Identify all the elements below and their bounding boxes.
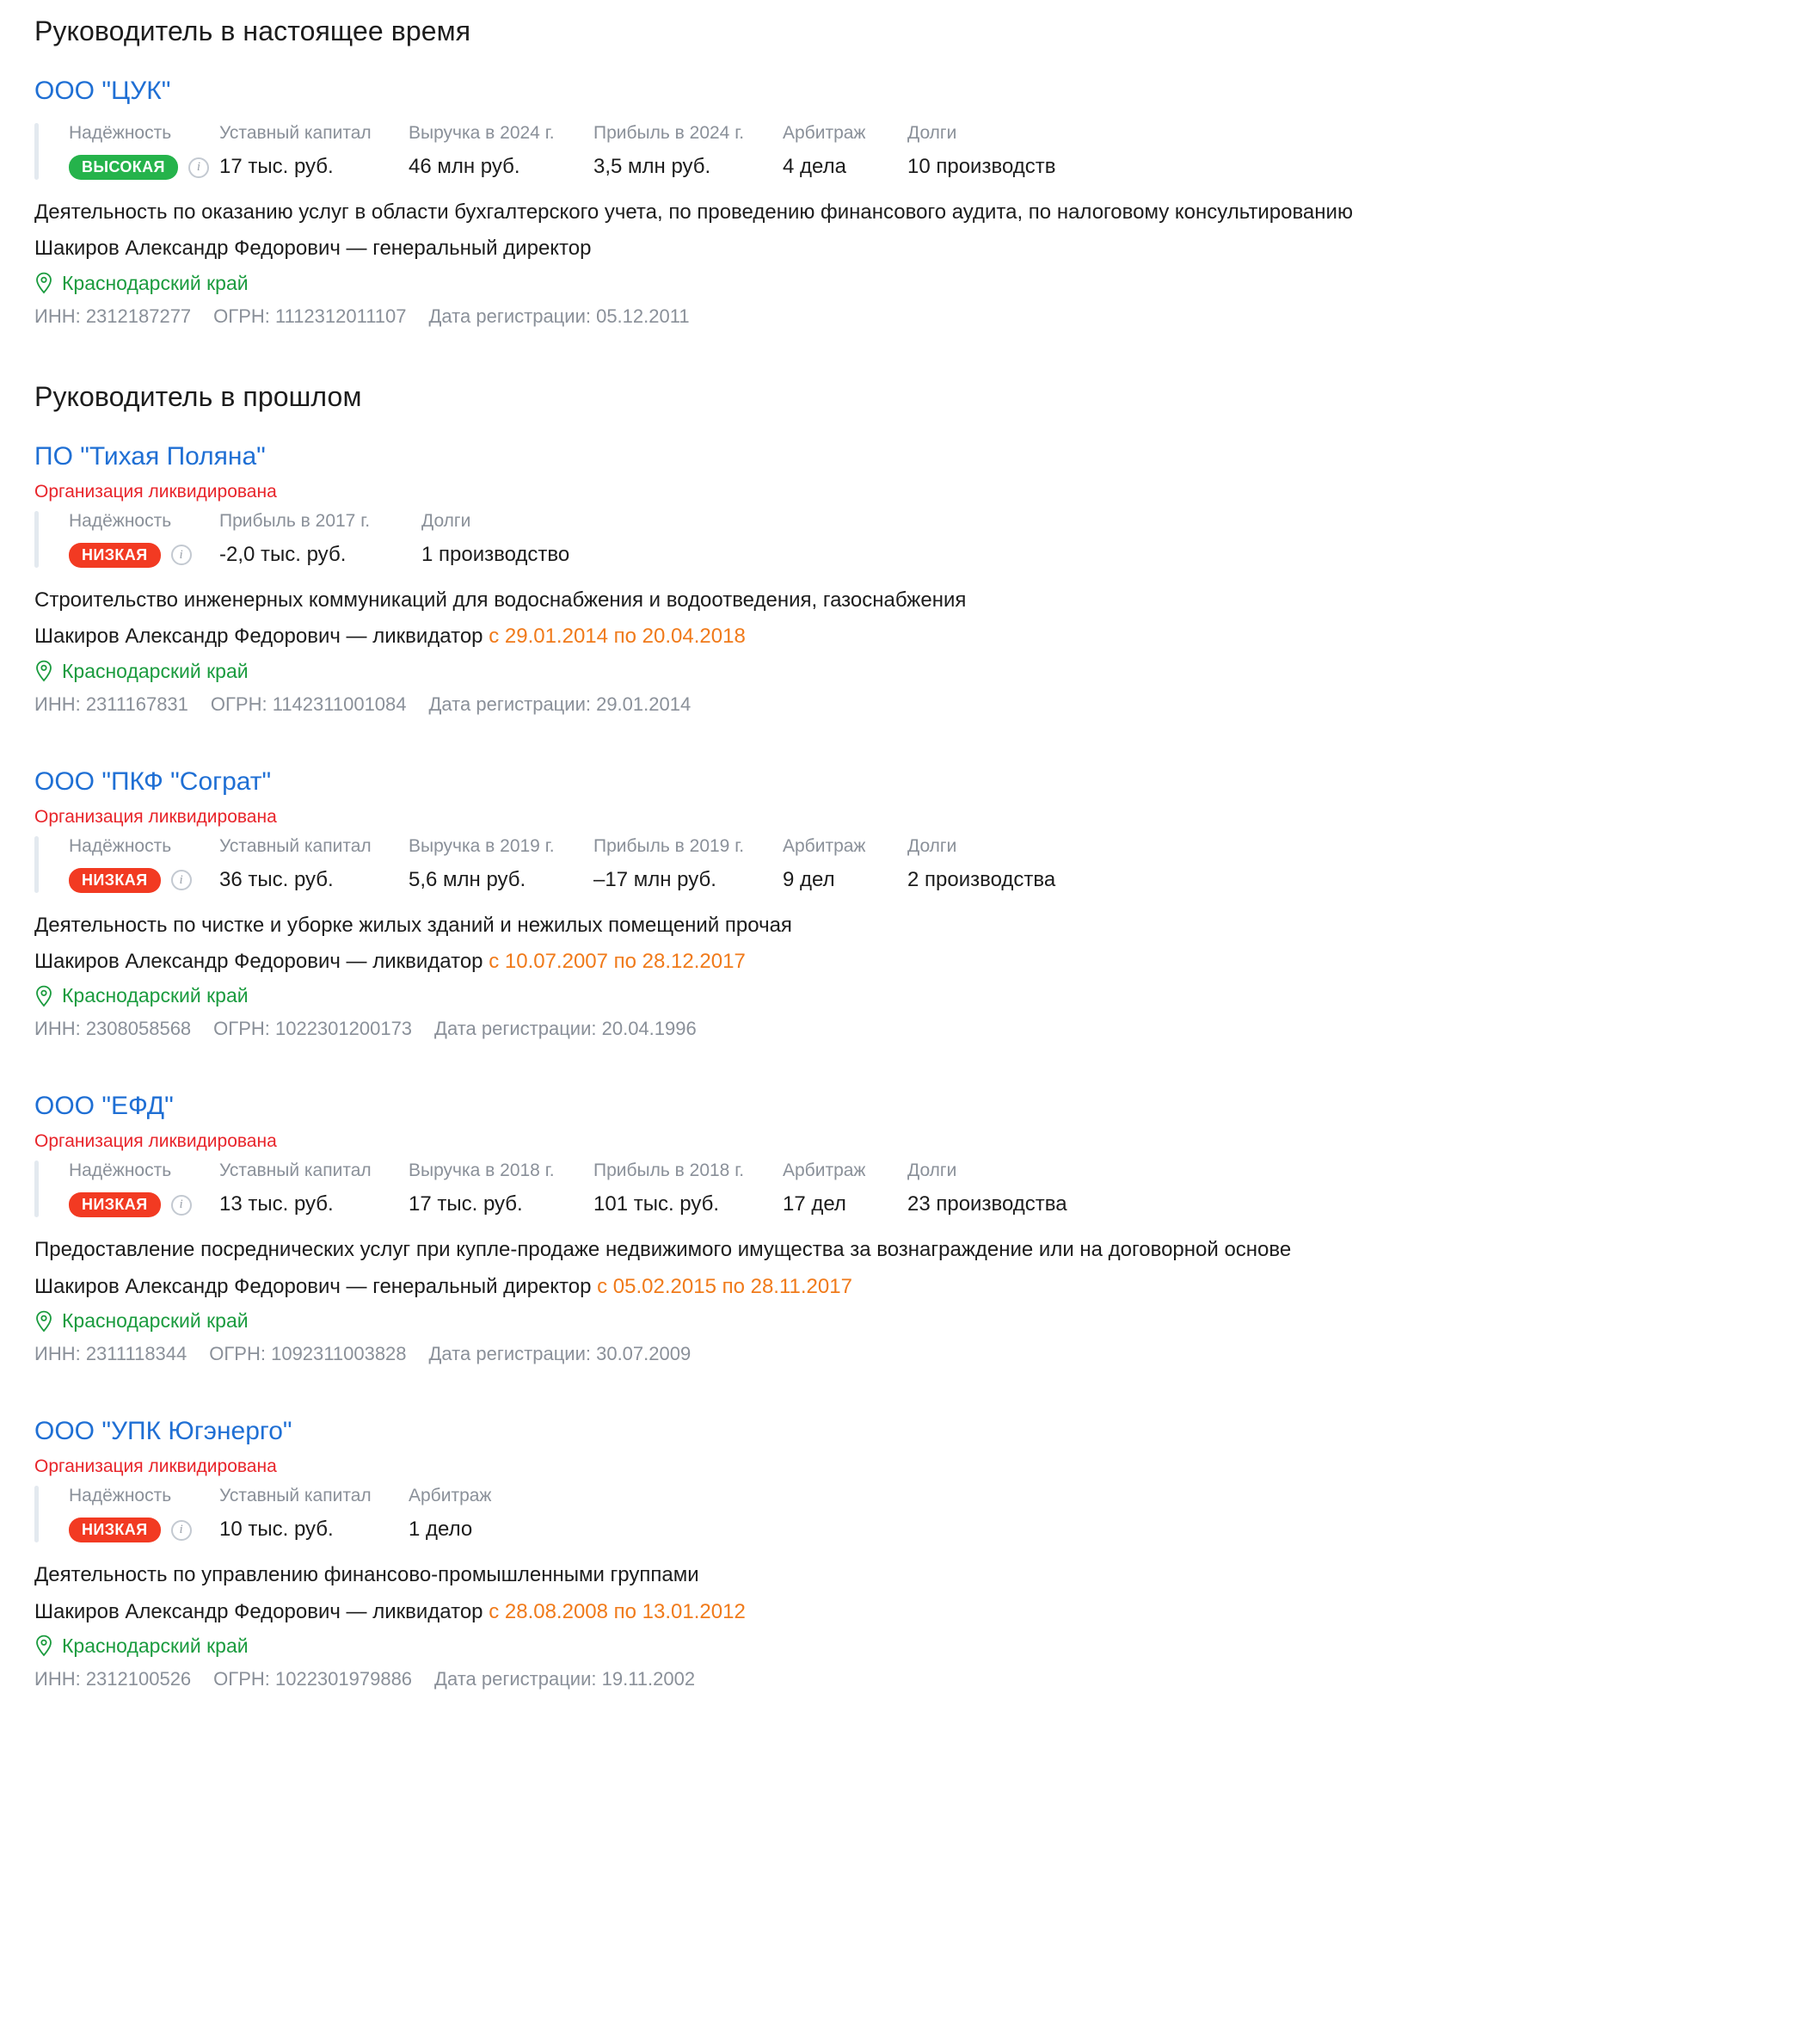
info-icon[interactable]: i — [188, 157, 209, 178]
company-activity: Деятельность по оказанию услуг в области бухгалтерского учета, по проведению финансового аудита, по налоговому консультированию — [34, 200, 1353, 224]
company-identifiers — [34, 1668, 1767, 1690]
role-period: с 10.07.2007 по 28.12.2017 — [489, 949, 746, 973]
role-period: с 28.08.2008 по 13.01.2012 — [489, 1599, 746, 1623]
company-region: Краснодарский край — [34, 1309, 1767, 1333]
status-badge: Организация ликвидирована — [34, 481, 277, 502]
metric-label: Прибыль в 2019 г. — [593, 835, 745, 856]
metric-value: 17 дел — [783, 1192, 846, 1216]
metric-value — [69, 1192, 219, 1217]
section-body-1 — [34, 442, 1767, 1690]
person-role: Шакиров Александр Федорович — ликвидатор с 29.01.2014 по 20.04.2018 — [34, 625, 746, 649]
map-pin-icon — [34, 1310, 53, 1333]
inn-value: ИНН: 2311118344 — [34, 1343, 187, 1365]
reliability-badge: НИЗКАЯ — [69, 868, 161, 893]
metric-label: Уставный капитал — [219, 835, 372, 856]
company-identifiers — [34, 1018, 1767, 1040]
company-activity: Деятельность по управлению финансово-промышленными группами — [34, 1563, 699, 1587]
map-pin-icon — [34, 1635, 53, 1657]
metric-label: Надёжность — [69, 835, 172, 856]
company-activity: Предоставление посреднических услуг при купле-продаже недвижимого имущества за вознаграждение или на договорной основе — [34, 1238, 1292, 1262]
metric — [219, 1161, 409, 1216]
metric-value: 17 тыс. руб. — [409, 1192, 523, 1216]
metric-label: Долги — [421, 510, 471, 531]
metric-value — [69, 155, 219, 180]
metric — [409, 123, 593, 179]
metric — [421, 511, 593, 567]
metric-value: 10 производств — [907, 155, 1056, 178]
metrics-panel — [34, 511, 1767, 568]
metrics-panel — [34, 1161, 1767, 1217]
metric — [69, 511, 219, 568]
metric-value: -2,0 тыс. руб. — [219, 542, 347, 566]
metric-value: 46 млн руб. — [409, 155, 520, 178]
reliability-badge: НИЗКАЯ — [69, 543, 161, 568]
status-badge: Организация ликвидирована — [34, 1131, 277, 1152]
metric-value: 101 тыс. руб. — [593, 1192, 720, 1216]
metric — [907, 836, 1079, 892]
company-activity: Строительство инженерных коммуникаций для водоснабжения и водоотведения, газоснабжения — [34, 588, 967, 612]
company-card — [34, 77, 1767, 328]
inn-value: ИНН: 2312100526 — [34, 1667, 192, 1690]
metric-value: 1 дело — [409, 1518, 473, 1542]
metric-value: 23 производства — [907, 1192, 1067, 1216]
metrics-panel — [34, 1486, 1767, 1542]
status-badge: Организация ликвидирована — [34, 1456, 277, 1477]
metric-label: Долги — [907, 835, 957, 856]
metric-label: Прибыль в 2017 г. — [219, 510, 371, 531]
person-role: Шакиров Александр Федорович — ликвидатор с 28.08.2008 по 13.01.2012 — [34, 1599, 746, 1623]
company-activity: Деятельность по чистке и уборке жилых зданий и нежилых помещений прочая — [34, 913, 792, 937]
metric — [69, 1161, 219, 1217]
role-period: с 05.02.2015 по 28.11.2017 — [597, 1274, 852, 1298]
metrics-panel — [34, 836, 1767, 893]
section-body-0 — [34, 77, 1767, 328]
company-card — [34, 1417, 1767, 1690]
metric-label: Выручка в 2019 г. — [409, 835, 555, 856]
metric-value: –17 млн руб. — [593, 867, 716, 891]
status-badge: Организация ликвидирована — [34, 806, 277, 827]
metric — [409, 836, 593, 892]
metric-value: 13 тыс. руб. — [219, 1192, 334, 1216]
company-identifiers — [34, 693, 1767, 716]
metric-value — [69, 1518, 219, 1542]
company-region: Краснодарский край — [34, 1635, 1767, 1658]
info-icon[interactable]: i — [171, 1520, 192, 1541]
ogrn-value: ОГРН: 1092311003828 — [209, 1343, 407, 1365]
company-region: Краснодарский край — [34, 272, 1767, 295]
company-identifiers — [34, 1343, 1767, 1365]
ogrn-value: ОГРН: 1142311001084 — [210, 693, 407, 715]
metric — [593, 1161, 783, 1216]
company-card — [34, 1092, 1767, 1365]
metric — [907, 123, 1079, 179]
metric-value — [69, 543, 219, 568]
company-name-link[interactable]: ООО "ПКФ "Сограт" — [34, 766, 272, 796]
metric — [409, 1161, 593, 1216]
metric-label: Надёжность — [69, 1161, 172, 1181]
role-period: с 29.01.2014 по 20.04.2018 — [489, 625, 746, 649]
reliability-badge: НИЗКАЯ — [69, 1518, 161, 1542]
metric-label: Прибыль в 2024 г. — [593, 123, 745, 143]
info-icon[interactable]: i — [171, 1195, 192, 1216]
metric — [783, 1161, 907, 1216]
metric-value: 3,5 млн руб. — [593, 155, 711, 178]
metric — [783, 836, 907, 892]
metric — [69, 1486, 219, 1542]
metric — [409, 1486, 593, 1542]
map-pin-icon — [34, 272, 53, 294]
company-region: Краснодарский край — [34, 660, 1767, 683]
metric-label: Выручка в 2018 г. — [409, 1161, 555, 1181]
registration-date: Дата регистрации: 20.04.1996 — [434, 1018, 697, 1040]
metric — [907, 1161, 1079, 1216]
metric-value: 5,6 млн руб. — [409, 867, 526, 891]
company-region: Краснодарский край — [34, 984, 1767, 1007]
metric-label: Уставный капитал — [219, 1161, 372, 1181]
metric-label: Выручка в 2024 г. — [409, 123, 555, 143]
metric — [219, 836, 409, 892]
company-name-link[interactable]: ООО "ЕФД" — [34, 1092, 174, 1121]
metric-value: 17 тыс. руб. — [219, 155, 334, 178]
section-title-0: Руководитель в настоящее время — [34, 15, 471, 46]
metric — [219, 1486, 409, 1542]
registration-date: Дата регистрации: 05.12.2011 — [428, 305, 690, 327]
metric-label: Надёжность — [69, 1486, 172, 1506]
registration-date: Дата регистрации: 30.07.2009 — [428, 1343, 692, 1365]
metric-value: 36 тыс. руб. — [219, 867, 334, 891]
company-card — [34, 442, 1767, 716]
registration-date: Дата регистрации: 29.01.2014 — [428, 693, 692, 715]
registration-date: Дата регистрации: 19.11.2002 — [434, 1667, 696, 1690]
person-role: Шакиров Александр Федорович — генеральный директор с 05.02.2015 по 28.11.2017 — [34, 1274, 852, 1298]
metric — [783, 123, 907, 179]
info-icon[interactable]: i — [171, 545, 192, 565]
metric-label: Надёжность — [69, 510, 172, 531]
map-pin-icon — [34, 985, 53, 1007]
metrics-panel — [34, 123, 1767, 180]
inn-value: ИНН: 2311167831 — [34, 693, 188, 715]
section-title-1: Руководитель в прошлом — [34, 380, 362, 412]
ogrn-value: ОГРН: 1022301979886 — [213, 1667, 413, 1690]
metric — [69, 836, 219, 893]
reliability-badge: ВЫСОКАЯ — [69, 155, 178, 180]
metric-label: Уставный капитал — [219, 1486, 372, 1506]
metric-value: 9 дел — [783, 867, 835, 891]
metric-value: 4 дела — [783, 155, 846, 178]
reliability-badge: НИЗКАЯ — [69, 1192, 161, 1217]
metric-label: Арбитраж — [783, 123, 866, 143]
company-name-link[interactable]: ООО "ЦУК" — [34, 77, 171, 105]
metric-label: Надёжность — [69, 123, 172, 143]
map-pin-icon — [34, 660, 53, 682]
info-icon[interactable]: i — [171, 870, 192, 890]
metric-label: Долги — [907, 1161, 957, 1181]
metric — [219, 123, 409, 179]
metric-value: 2 производства — [907, 867, 1056, 891]
metric — [69, 123, 219, 180]
metric-label: Арбитраж — [783, 835, 866, 856]
inn-value: ИНН: 2312187277 — [34, 305, 192, 327]
person-role: Шакиров Александр Федорович — генеральный директор — [34, 237, 592, 261]
company-card — [34, 767, 1767, 1041]
company-identifiers — [34, 305, 1767, 328]
ogrn-value: ОГРН: 1112312011107 — [213, 305, 407, 327]
metric-value: 10 тыс. руб. — [219, 1518, 334, 1542]
metric-label: Уставный капитал — [219, 123, 372, 143]
metric-value — [69, 868, 219, 893]
metric-label: Арбитраж — [783, 1161, 866, 1181]
metric-label: Долги — [907, 123, 957, 143]
metric — [219, 511, 421, 567]
metric — [593, 123, 783, 179]
company-name-link[interactable]: ООО "УПК Югэнерго" — [34, 1417, 292, 1446]
inn-value: ИНН: 2308058568 — [34, 1018, 192, 1040]
metric-label: Арбитраж — [409, 1486, 492, 1506]
company-name-link[interactable]: ПО "Тихая Поляна" — [34, 441, 266, 471]
metric-value: 1 производство — [421, 542, 570, 566]
metric-label: Прибыль в 2018 г. — [593, 1161, 745, 1181]
person-role: Шакиров Александр Федорович — ликвидатор с 10.07.2007 по 28.12.2017 — [34, 949, 746, 973]
metric — [593, 836, 783, 892]
ogrn-value: ОГРН: 1022301200173 — [213, 1018, 413, 1040]
